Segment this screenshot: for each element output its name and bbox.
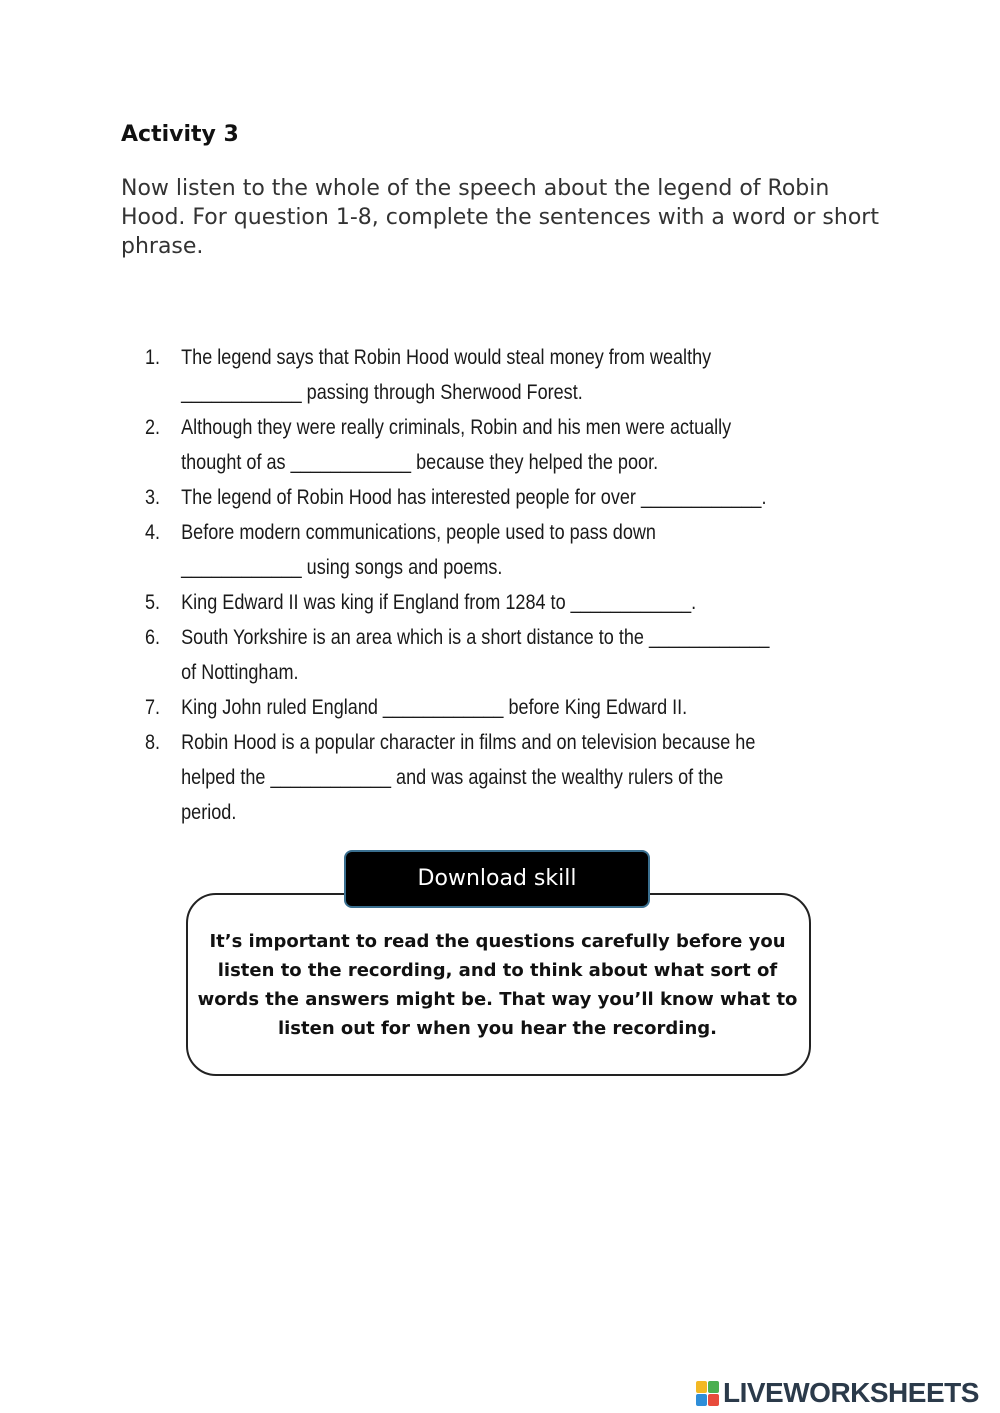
question-number: 6. [145, 626, 161, 649]
question-item [145, 410, 781, 480]
question-item [145, 620, 781, 690]
question-item [145, 690, 781, 725]
question-item [145, 585, 781, 620]
question-item [145, 340, 781, 410]
question-item [145, 515, 781, 585]
question-text: Before modern communications, people used to pass down ____________ using songs and poems. [181, 521, 656, 579]
question-text: King Edward II was king if England from 1284 to ____________. [181, 591, 697, 614]
question-text: The legend says that Robin Hood would steal money from wealthy ____________ passing through Sherwood Forest. [181, 346, 712, 404]
question-text: Although they were really criminals, Robin and his men were actually thought of as ____________ because they helped the poor. [181, 416, 732, 474]
question-number: 8. [145, 731, 161, 754]
logo-square-yellow [696, 1381, 707, 1393]
question-number: 2. [145, 416, 161, 439]
logo-square-red [708, 1394, 719, 1406]
watermark-text: LIVEWORKSHEETS [723, 1377, 979, 1408]
question-text: South Yorkshire is an area which is a short distance to the ____________ of Nottingham. [181, 626, 770, 684]
download-skill-tab: Download skill [344, 850, 650, 908]
question-item [145, 480, 781, 515]
liveworksheets-watermark [696, 1378, 979, 1408]
question-number: 4. [145, 521, 161, 544]
question-number: 1. [145, 346, 161, 369]
question-text: King John ruled England ____________ before King Edward II. [181, 696, 688, 719]
activity-title: Activity 3 [121, 122, 239, 147]
question-item [145, 725, 781, 830]
question-number: 7. [145, 696, 161, 719]
question-number: 5. [145, 591, 161, 614]
question-text: The legend of Robin Hood has interested people for over ____________. [181, 486, 767, 509]
liveworksheets-logo-icon [696, 1381, 719, 1406]
logo-square-blue [696, 1394, 707, 1406]
logo-square-green [708, 1381, 719, 1393]
question-list [145, 340, 781, 830]
question-number: 3. [145, 486, 161, 509]
skill-tip-text: It’s important to read the questions carefully before you listen to the recording, and to think about what sort of words the answers might be. That way you’ll know what to listen out for when you hear the recording. [197, 931, 798, 1039]
activity-instructions: Now listen to the whole of the speech about the legend of Robin Hood. For question 1-8, complete the sentences with a word or short phrase. [121, 176, 879, 259]
question-text: Robin Hood is a popular character in films and on television because he helped the ____________ and was against the wealthy rulers of the period. [181, 731, 756, 824]
